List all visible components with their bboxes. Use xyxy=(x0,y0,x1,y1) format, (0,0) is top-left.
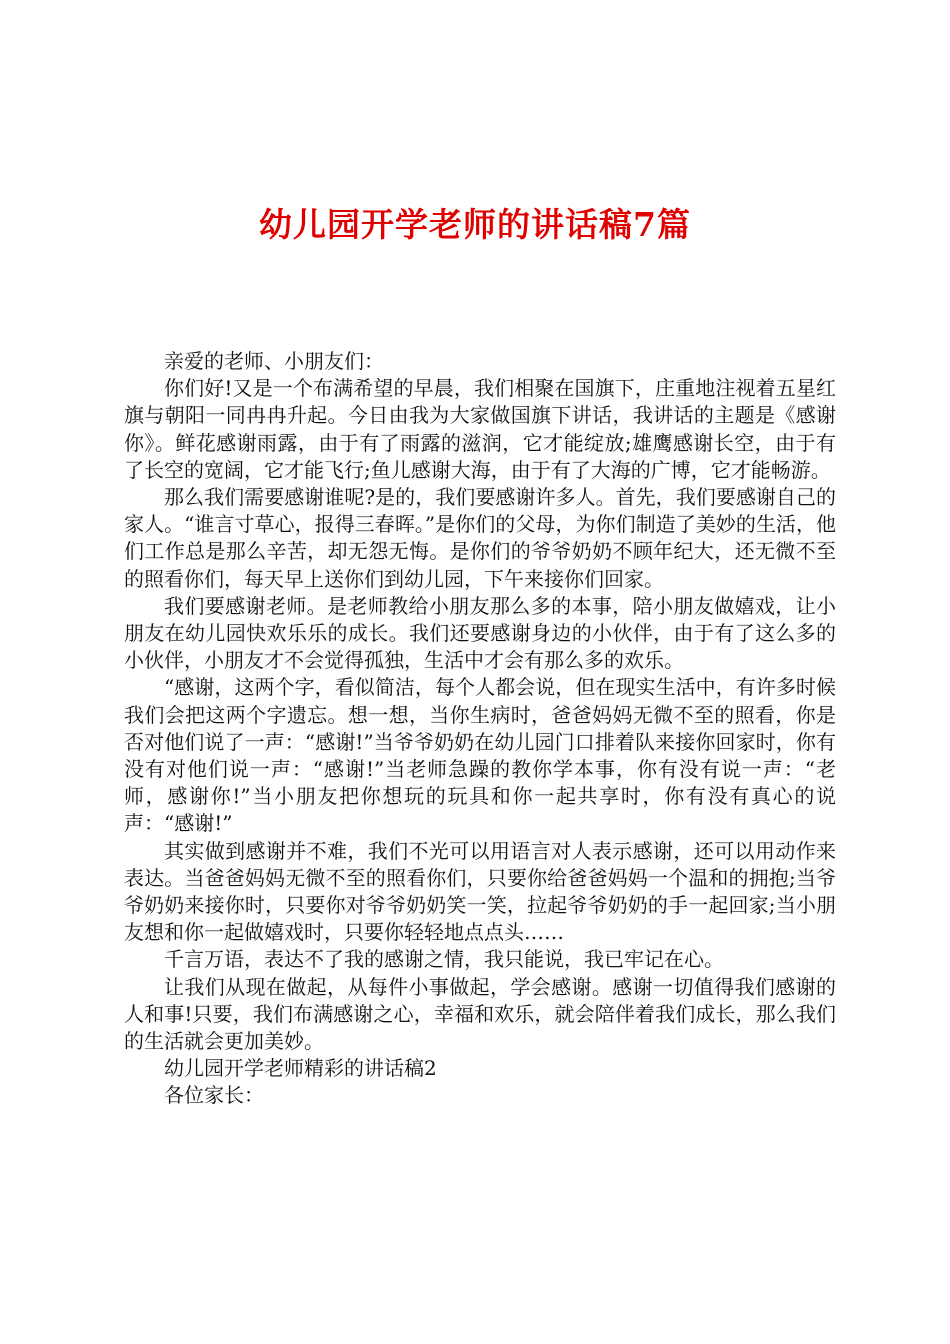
document-title: 幼儿园开学老师的讲话稿7篇 xyxy=(259,205,691,244)
section-heading: 幼儿园开学老师精彩的讲话稿2 xyxy=(164,1056,437,1081)
paragraph-actions: 其实做到感谢并不难，我们不光可以用语言对人表示感谢，还可以用动作来表达。当爸爸妈妈无微不至的照看你们，只要你给爸爸妈妈一个温和的拥抱;当爷爷奶奶来接你时，只要你对爷爷奶奶笑一笑，拉起爷爷奶奶的手一起回家;当小朋友想和你一起做嬉戏时，只要你轻轻地点点头…… xyxy=(124,838,836,945)
paragraph-closing: 让我们从现在做起，从每件小事做起，学会感谢。感谢一切值得我们感谢的人和事!只要，我们布满感谢之心，幸福和欢乐，就会陪伴着我们成长，那么我们的生活就会更加美妙。 xyxy=(124,974,836,1054)
paragraph-greeting: 亲爱的老师、小朋友们： xyxy=(164,349,384,373)
paragraph-thanks-words: “感谢，这两个字，看似简洁，每个人都会说，但在现实生活中，有许多时候我们会把这两个字遗忘。想一想，当你生病时，爸爸妈妈无微不至的照看，你是否对他们说了一声：“感谢!”当爷爷奶奶在幼儿园门口排着队来接你回家时，你有没有对他们说一声：“感谢!”当老师急躁的教你学本事，你有没有说一声：“老师，感谢你!”当小朋友把你想玩的玩具和你一起共享时，你有没有真心的说声：“感谢!” xyxy=(124,675,836,836)
paragraph-parents-greeting: 各位家长： xyxy=(164,1083,264,1108)
paragraph-family: 那么我们需要感谢谁呢?是的，我们要感谢许多人。首先，我们要感谢自己的家人。“谁言寸草心，报得三春晖。”是你们的父母，为你们制造了美妙的生活，他们工作总是那么辛苦，却无怨无悔。是你们的爷爷奶奶不顾年纪大，还无微不至的照看你们，每天早上送你们到幼儿园，下午来接你们回家。 xyxy=(124,485,836,591)
paragraph-teachers: 我们要感谢老师。是老师教给小朋友那么多的本事，陪小朋友做嬉戏，让小朋友在幼儿园快欢乐乐的成长。我们还要感谢身边的小伙伴，由于有了这么多的小伙伴，小朋友才不会觉得孤独，生活中才会有那么多的欢乐。 xyxy=(124,593,836,673)
paragraph-remember: 千言万语，表达不了我的感谢之情，我只能说，我已牢记在心。 xyxy=(164,947,724,972)
document-body xyxy=(124,348,836,1110)
paragraph-opening: 你们好!又是一个布满希望的早晨，我们相聚在国旗下，庄重地注视着五星红旗与朝阳一同冉冉升起。今日由我为大家做国旗下讲话，我讲话的主题是《感谢你》。鲜花感谢雨露，由于有了雨露的滋润，它才能绽放;雄鹰感谢长空，由于有了长空的宽阔，它才能飞行;鱼儿感谢大海，由于有了大海的广博，它才能畅游。 xyxy=(124,376,836,482)
